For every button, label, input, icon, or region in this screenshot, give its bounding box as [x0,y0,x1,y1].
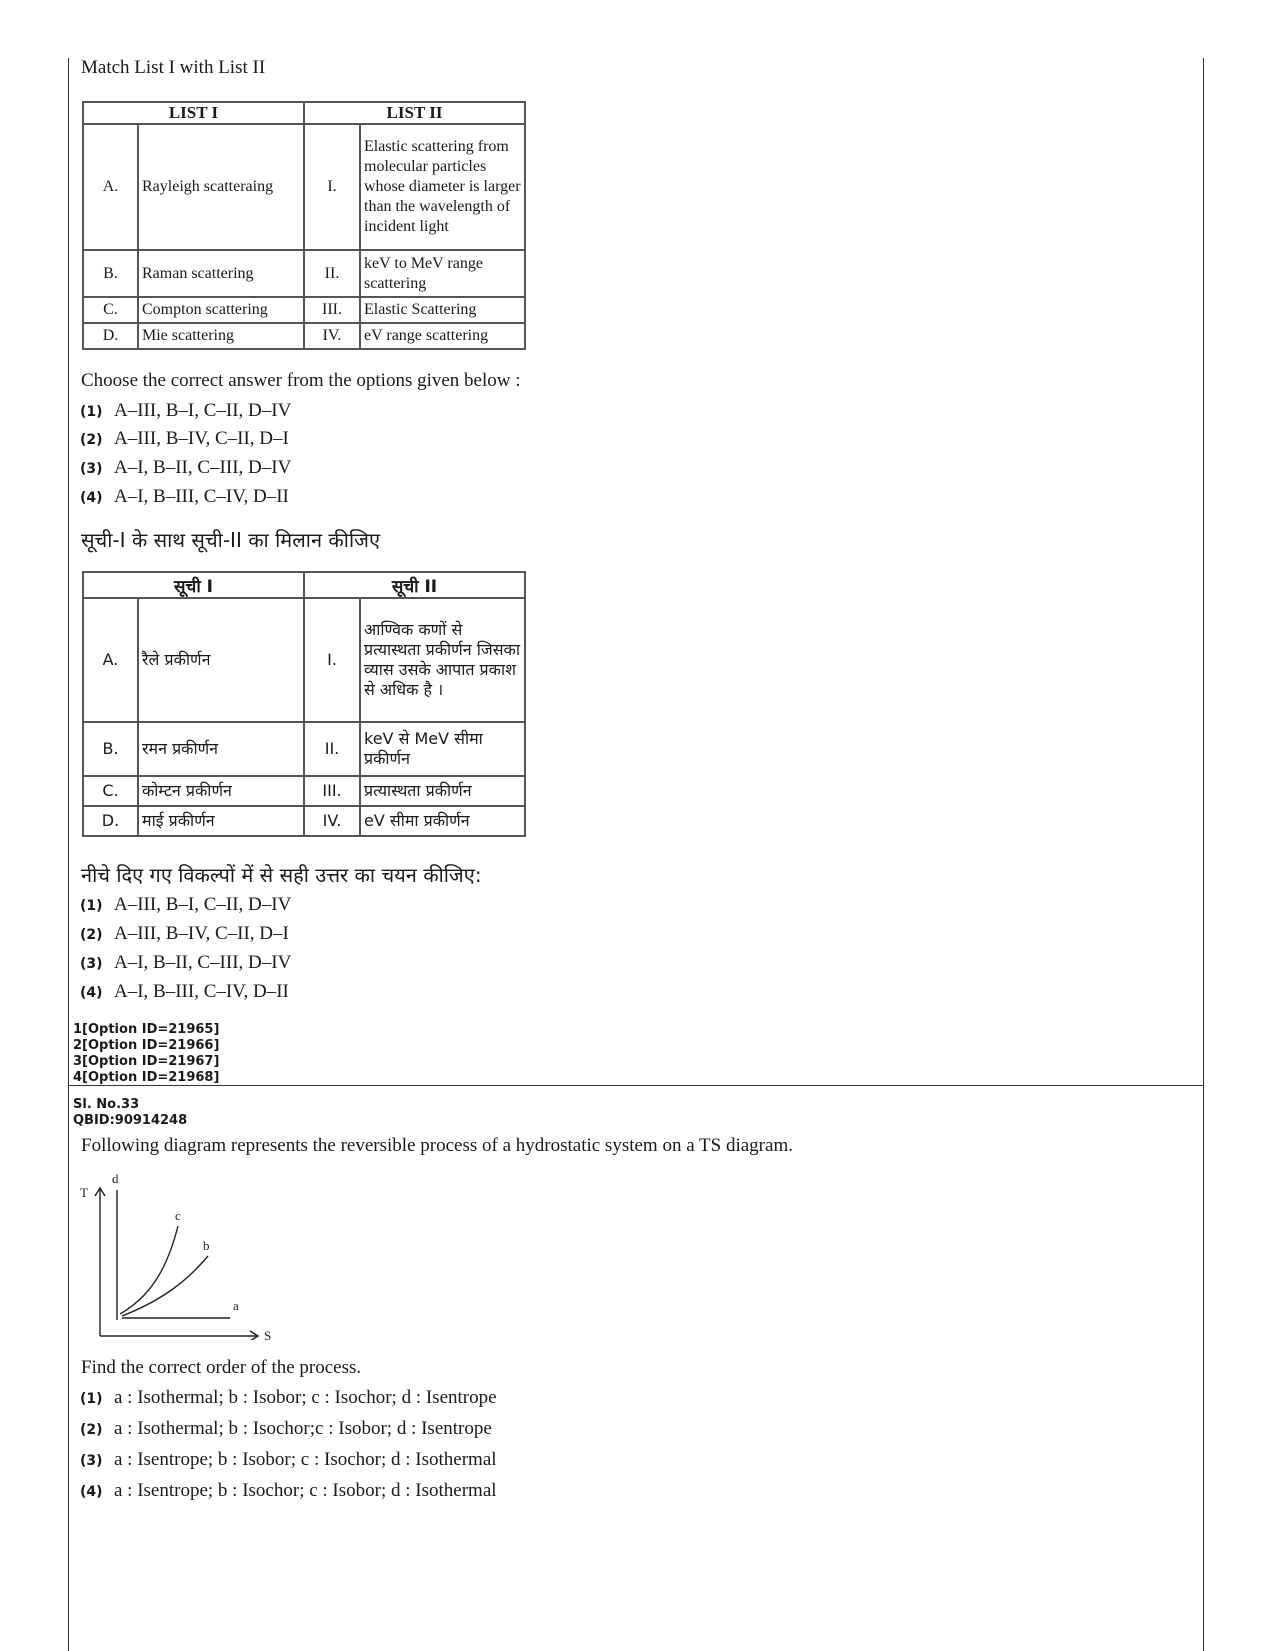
question-text: Following diagram represents the reversible process of a hydrostatic system on a TS diagram. [81,1135,793,1156]
option-hi-1[interactable] [80,894,291,916]
option-text: A–I, B–II, C–III, D–IV [114,457,292,478]
row-c-label: C. [83,297,138,323]
label-d: d [112,1171,119,1186]
option-text: A–I, B–III, C–IV, D–II [114,981,289,1002]
row-b-term: Raman scattering [138,250,304,297]
option-q33-1[interactable] [80,1387,497,1409]
choose-hi: नीचे दिए गए विकल्पों में से सही उत्तर का चयन कीजिए: [81,863,482,887]
option-hi-2[interactable] [80,923,289,945]
option-number: (3) [80,461,103,477]
row-b-label-hi: B. [83,722,138,776]
option-hi-3[interactable] [80,952,291,974]
option-q33-4[interactable] [80,1480,497,1502]
option-number: (1) [80,898,103,914]
row-i-label-hi: I. [304,598,360,722]
option-number: (3) [80,956,103,972]
curve-c [120,1226,178,1314]
row-b-label: B. [83,250,138,297]
label-t: T [80,1185,88,1200]
row-iv-label-hi: IV. [304,806,360,836]
option-en-2[interactable] [80,428,289,450]
option-text: A–III, B–IV, C–II, D–I [114,428,289,449]
qbid: QBID:90914248 [73,1113,188,1128]
row-c-label-hi: C. [83,776,138,806]
row-d-term-hi: माई प्रकीर्णन [138,806,304,836]
option-q33-3[interactable] [80,1449,497,1471]
option-number: (3) [80,1453,103,1469]
option-text: A–I, B–III, C–IV, D–II [114,486,289,507]
row-iv-desc: eV range scattering [360,323,525,349]
option-number: (4) [80,985,103,1001]
row-d-label-hi: D. [83,806,138,836]
serial-number: Sl. No.33 [73,1097,140,1112]
row-d-term: Mie scattering [138,323,304,349]
option-text: A–III, B–IV, C–II, D–I [114,923,289,944]
row-a-label-hi: A. [83,598,138,722]
row-iv-label: IV. [304,323,360,349]
option-text: a : Isothermal; b : Isobor; c : Isochor; d : Isentrope [114,1387,497,1408]
option-number: (1) [80,404,103,420]
label-s: S [264,1328,272,1340]
row-iii-desc: Elastic Scattering [360,297,525,323]
row-ii-desc: keV to MeV range scattering [360,250,525,297]
row-i-label: I. [304,124,360,250]
row-c-term-hi: कोम्टन प्रकीर्णन [138,776,304,806]
row-b-term-hi: रमन प्रकीर्णन [138,722,304,776]
option-id-4: 4[Option ID=21968] [73,1070,220,1085]
left-border [68,58,69,1651]
option-id-3: 3[Option ID=21967] [73,1054,220,1069]
header-list-2-hi: सूची II [304,572,525,598]
header-list-2: LIST II [304,102,525,124]
option-number: (1) [80,1391,103,1407]
ts-diagram [78,1170,298,1340]
option-number: (2) [80,1422,103,1438]
row-i-desc: Elastic scattering from molecular particles whose diameter is larger than the wavelength of incident light [360,124,525,250]
row-iii-label: III. [304,297,360,323]
row-a-term-hi: रैले प्रकीर्णन [138,598,304,722]
question-divider [68,1085,1204,1086]
match-table-hi [82,571,526,837]
option-hi-4[interactable] [80,981,289,1003]
row-a-term: Rayleigh scatteraing [138,124,304,250]
row-a-label: A. [83,124,138,250]
prompt-text: Find the correct order of the process. [81,1357,362,1378]
row-d-label: D. [83,323,138,349]
option-id-list [73,1022,219,1086]
option-q33-2[interactable] [80,1418,492,1440]
header-list-1-hi: सूची I [83,572,304,598]
choose-en: Choose the correct answer from the options given below : [81,370,521,391]
row-c-term: Compton scattering [138,297,304,323]
option-en-3[interactable] [80,457,291,479]
instruction-hi: सूची-I के साथ सूची-II का मिलान कीजिए [81,528,381,552]
option-text: A–I, B–II, C–III, D–IV [114,952,292,973]
question-meta [73,1097,187,1129]
right-border [1203,58,1204,1651]
match-table-en [82,101,526,350]
label-a: a [233,1298,239,1313]
row-iv-desc-hi: eV सीमा प्रकीर्णन [360,806,525,836]
row-ii-desc-hi: keV से MeV सीमा प्रकीर्णन [360,722,525,776]
row-i-desc-hi: आण्विक कणों से प्रत्यास्थता प्रकीर्णन जिसका व्यास उसके आपात प्रकाश से अधिक है । [360,598,525,722]
option-text: a : Isentrope; b : Isochor; c : Isobor; d : Isothermal [114,1480,497,1501]
option-text: a : Isothermal; b : Isochor;c : Isobor; d : Isentrope [114,1418,492,1439]
option-text: a : Isentrope; b : Isobor; c : Isochor; d : Isothermal [114,1449,497,1470]
row-iii-label-hi: III. [304,776,360,806]
option-id-1: 1[Option ID=21965] [73,1022,220,1037]
row-ii-label-hi: II. [304,722,360,776]
option-text: A–III, B–I, C–II, D–IV [114,400,292,421]
instruction-en: Match List I with List II [81,57,266,78]
option-number: (4) [80,1484,103,1500]
option-en-1[interactable] [80,400,291,422]
option-number: (2) [80,432,103,448]
header-list-1: LIST I [83,102,304,124]
option-id-2: 2[Option ID=21966] [73,1038,220,1053]
row-iii-desc-hi: प्रत्यास्थता प्रकीर्णन [360,776,525,806]
option-number: (2) [80,927,103,943]
label-b: b [203,1238,210,1253]
option-number: (4) [80,490,103,506]
option-en-4[interactable] [80,486,289,508]
label-c: c [175,1208,181,1223]
option-text: A–III, B–I, C–II, D–IV [114,894,292,915]
row-ii-label: II. [304,250,360,297]
